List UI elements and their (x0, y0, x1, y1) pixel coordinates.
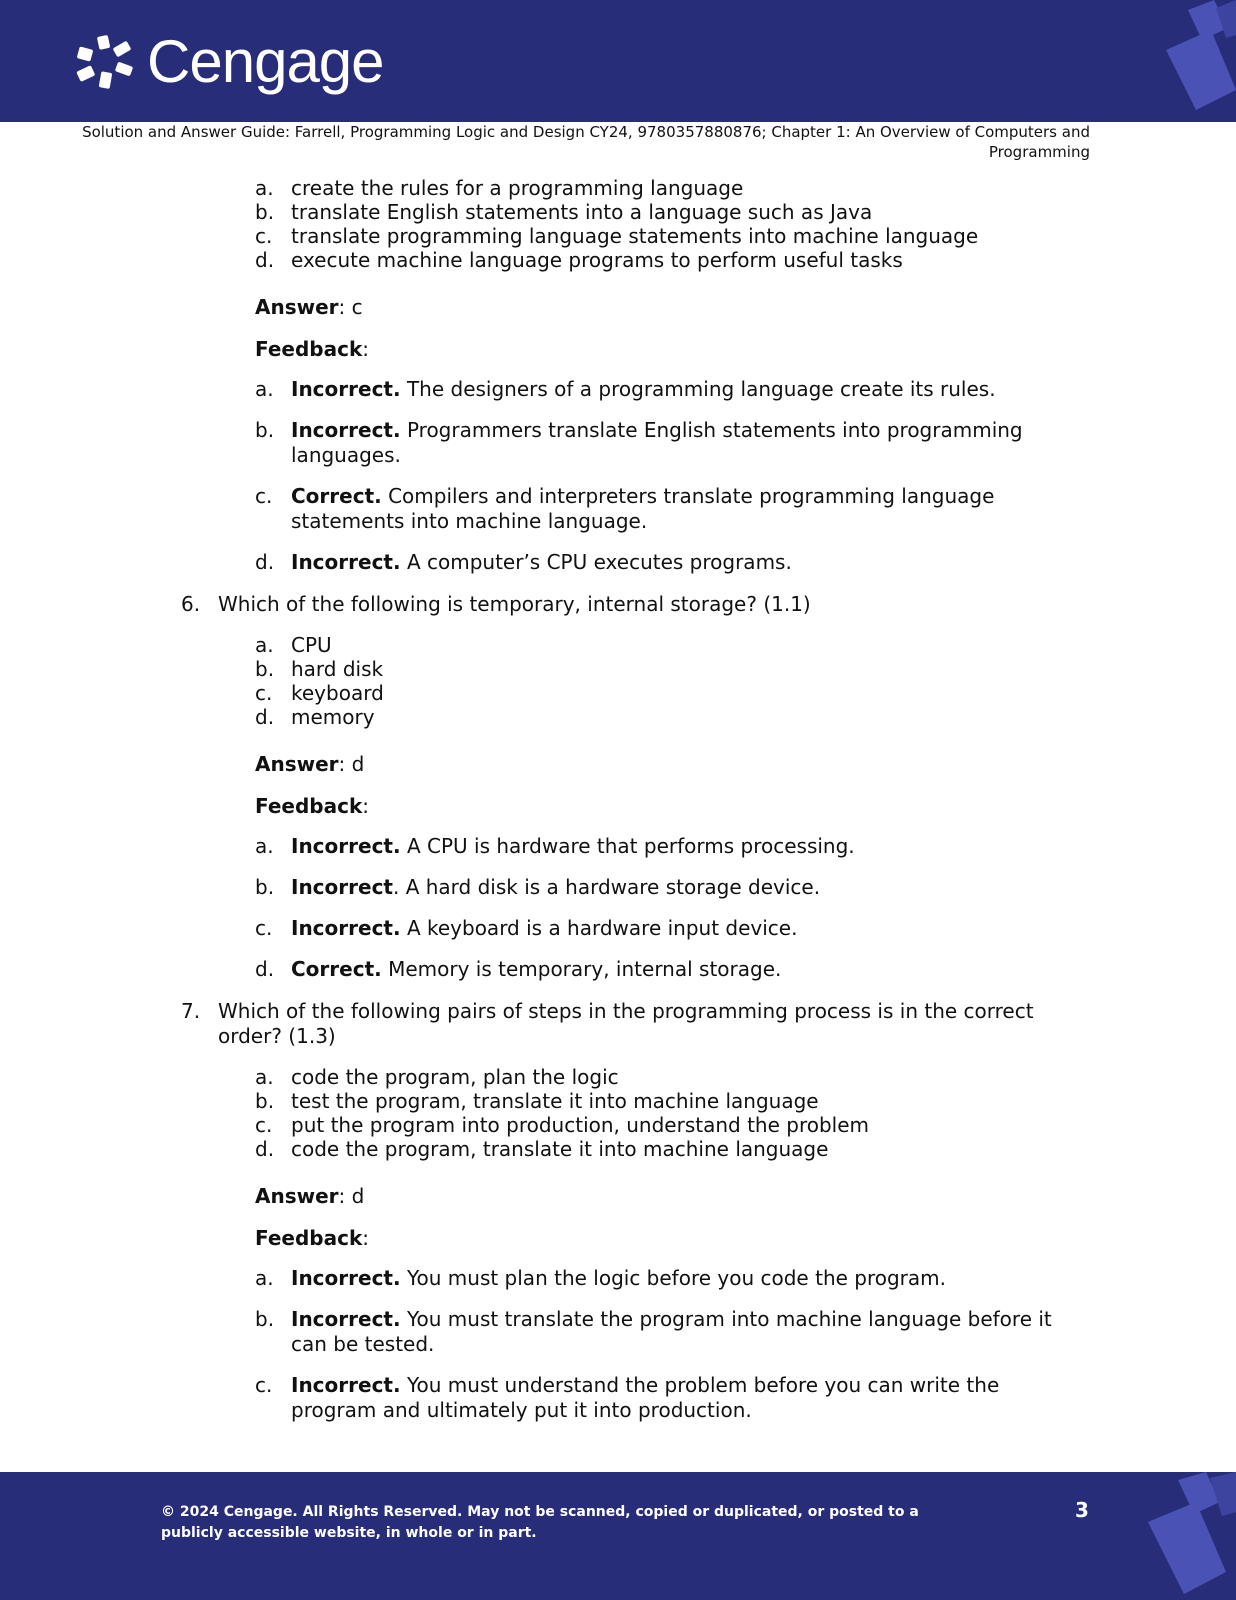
feedback-item: a. Incorrect. You must plan the logic before you code the program. (255, 1266, 947, 1290)
answer-line: Answer: c (255, 295, 363, 319)
question-6-block (0, 592, 1236, 982)
question-text: 7. Which of the following pairs of steps in the programming process is in the correct order? (1.3) (181, 999, 1034, 1048)
feedback-heading: Feedback: (255, 794, 370, 818)
feedback-heading: Feedback: (255, 1226, 370, 1250)
answer-option: a. CPU (255, 633, 332, 657)
feedback-item: c. Incorrect. You must understand the problem before you can write the program and ultimately put it into production. (255, 1373, 1000, 1422)
footer-band (0, 1472, 1236, 1600)
feedback-item: a. Incorrect. The designers of a programming language create its rules. (255, 377, 996, 401)
feedback-item: b. Incorrect. You must translate the program into machine language before it can be tested. (255, 1307, 1052, 1356)
feedback-list (0, 377, 1236, 575)
feedback-list (0, 1266, 1236, 1423)
answer-options (0, 633, 1236, 729)
answer-line: Answer: d (255, 752, 365, 776)
answer-line: Answer: d (255, 1184, 365, 1208)
running-head: Solution and Answer Guide: Farrell, Programming Logic and Design CY24, 9780357880876; Chapter 1: An Overview of Computers and Programming (82, 123, 1090, 161)
corner-decoration-icon (1126, 1472, 1236, 1600)
question-text: 6. Which of the following is temporary, internal storage? (1.1) (181, 592, 811, 616)
feedback-item: a. Incorrect. A CPU is hardware that performs processing. (255, 834, 855, 858)
answer-options (0, 176, 1236, 272)
answer-option: b. translate English statements into a language such as Java (255, 200, 873, 224)
answer-option: b. hard disk (255, 657, 384, 681)
cengage-logo-icon (74, 34, 136, 92)
answer-option: d. code the program, translate it into machine language (255, 1137, 829, 1161)
answer-option: d. execute machine language programs to perform useful tasks (255, 248, 903, 272)
feedback-list (0, 834, 1236, 982)
brand-wordmark: Cengage (147, 28, 384, 95)
answer-option: c. put the program into production, understand the problem (255, 1113, 870, 1137)
feedback-item: d. Incorrect. A computer’s CPU executes programs. (255, 550, 792, 574)
answer-option: c. translate programming language statements into machine language (255, 224, 979, 248)
header-band (0, 0, 1236, 122)
feedback-item: d. Correct. Memory is temporary, internal storage. (255, 957, 782, 981)
answer-option: c. keyboard (255, 681, 384, 705)
answer-option: d. memory (255, 705, 375, 729)
answer-option: b. test the program, translate it into machine language (255, 1089, 819, 1113)
page-content (0, 176, 1236, 1423)
answer-options (0, 1065, 1236, 1161)
page-number: 3 (1075, 1498, 1089, 1522)
answer-option: a. code the program, plan the logic (255, 1065, 619, 1089)
question-5-block (0, 176, 1236, 575)
corner-decoration-icon (1136, 0, 1236, 122)
feedback-item: b. Incorrect. Programmers translate English statements into programming languages. (255, 418, 1023, 467)
feedback-item: b. Incorrect. A hard disk is a hardware storage device. (255, 875, 821, 899)
answer-option: a. create the rules for a programming language (255, 176, 744, 200)
copyright-notice: © 2024 Cengage. All Rights Reserved. May not be scanned, copied or duplicated, or posted to a publicly accessible website, in whole or in part. (161, 1504, 919, 1541)
feedback-item: c. Correct. Compilers and interpreters translate programming language statements into machine language. (255, 484, 995, 533)
question-7-block (0, 999, 1236, 1423)
feedback-heading: Feedback: (255, 337, 370, 361)
feedback-item: c. Incorrect. A keyboard is a hardware input device. (255, 916, 798, 940)
